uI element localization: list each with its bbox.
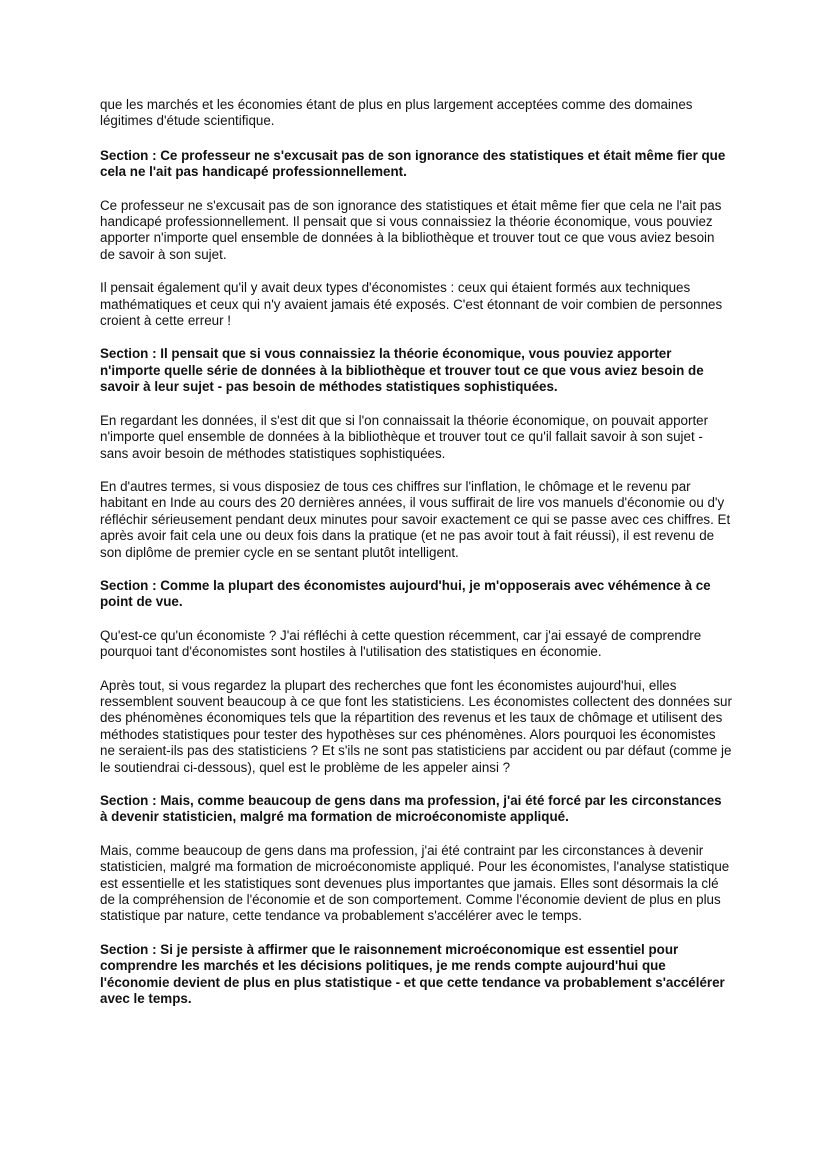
- paragraph: Après tout, si vous regardez la plupart des recherches que font les économistes aujourd'hui, elles ressemblent souvent beaucoup à ce que font les statisticiens. Les économistes collectent des données sur des phénomènes économiques tels que la répartition des revenus et les taux de chômage et utilisent des méthodes statistiques pour tester des hypothèses sur ces phénomènes. Alors pourquoi les économistes ne seraient-ils pas des statisticiens ? Et s'ils ne sont pas statisticiens par accident ou par défaut (comme je le soutiendrai ci-dessous), quel est le problème de les appeler ainsi ?: [100, 677, 732, 775]
- paragraph: En d'autres termes, si vous disposiez de tous ces chiffres sur l'inflation, le chômage et le revenu par habitant en Inde au cours des 20 dernières années, il vous suffirait de lire vos manuels d'économie ou d'y réfléchir sérieusement pendant deux minutes pour savoir exactement ce qui se passe avec ces chiffres. Et après avoir fait cela une ou deux fois dans la pratique (et ne pas avoir tout à fait réussi), il est revenu de son diplôme de premier cycle en se sentant plutôt intelligent.: [100, 478, 731, 560]
- section-heading-economic-theory: Section : Il pensait que si vous connaissiez la théorie économique, vous pouviez apporter n'importe quelle série de données à la bibliothèque et trouver tout ce que vous aviez besoin de savoir à leur sujet - pas besoin de méthodes statistiques sophistiquées.: [100, 346, 704, 395]
- section-heading-forced-statistician: Section : Mais, comme beaucoup de gens dans ma profession, j'ai été forcé par les circonstances à devenir statisticien, malgré ma formation de microéconomiste appliqué.: [100, 793, 722, 825]
- section-heading-opposition: Section : Comme la plupart des économistes aujourd'hui, je m'opposerais avec véhémence à ce point de vue.: [100, 577, 711, 610]
- paragraph: Il pensait également qu'il y avait deux types d'économistes : ceux qui étaient formés aux techniques mathématiques et ceux qui n'y avaient jamais été exposés. C'est étonnant de voir combien de personnes croient à cette erreur !: [100, 280, 723, 329]
- document-page: [100, 97, 732, 1024]
- section-heading-microeconomic-reasoning: Section : Si je persiste à affirmer que le raisonnement microéconomique est essentiel pour comprendre les marchés et les décisions politiques, je me rends compte aujourd'hui que l'économie devient de plus en plus statistique - et que cette tendance va probablement s'accélérer avec le temps.: [100, 941, 725, 1007]
- paragraph: En regardant les données, il s'est dit que si l'on connaissait la théorie économique, on pouvait apporter n'importe quel ensemble de données à la bibliothèque et trouver tout ce qu'il fallait savoir à son sujet - sans avoir besoin de méthodes statistiques sophistiquées.: [100, 412, 709, 461]
- paragraph: Mais, comme beaucoup de gens dans ma profession, j'ai été contraint par les circonstances à devenir statisticien, malgré ma formation de microéconomiste appliqué. Pour les économistes, l'analyse statistique est essentielle et les statistiques sont devenues plus importantes que jamais. Elles sont désormais la clé de la compréhension de l'économie et de son comportement. Comme l'économie devient de plus en plus statistique par nature, cette tendance va probablement s'accélérer avec le temps.: [100, 842, 730, 924]
- section-heading-professor-ignorance: Section : Ce professeur ne s'excusait pas de son ignorance des statistiques et était même fier que cela ne l'ait pas handicapé professionnellement.: [100, 147, 726, 180]
- paragraph-continuation: que les marchés et les économies étant de plus en plus largement acceptées comme des domaines légitimes d'étude scientifique.: [100, 97, 693, 129]
- paragraph: Qu'est-ce qu'un économiste ? J'ai réfléchi à cette question récemment, car j'ai essayé de comprendre pourquoi tant d'économistes sont hostiles à l'utilisation des statistiques en économie.: [100, 627, 702, 660]
- paragraph: Ce professeur ne s'excusait pas de son ignorance des statistiques et était même fier que cela ne l'ait pas handicapé professionnellement. Il pensait que si vous connaissiez la théorie économique, vous pouviez apporter n'importe quel ensemble de données à la bibliothèque et trouver tout ce que vous aviez besoin de savoir à son sujet.: [100, 197, 722, 262]
